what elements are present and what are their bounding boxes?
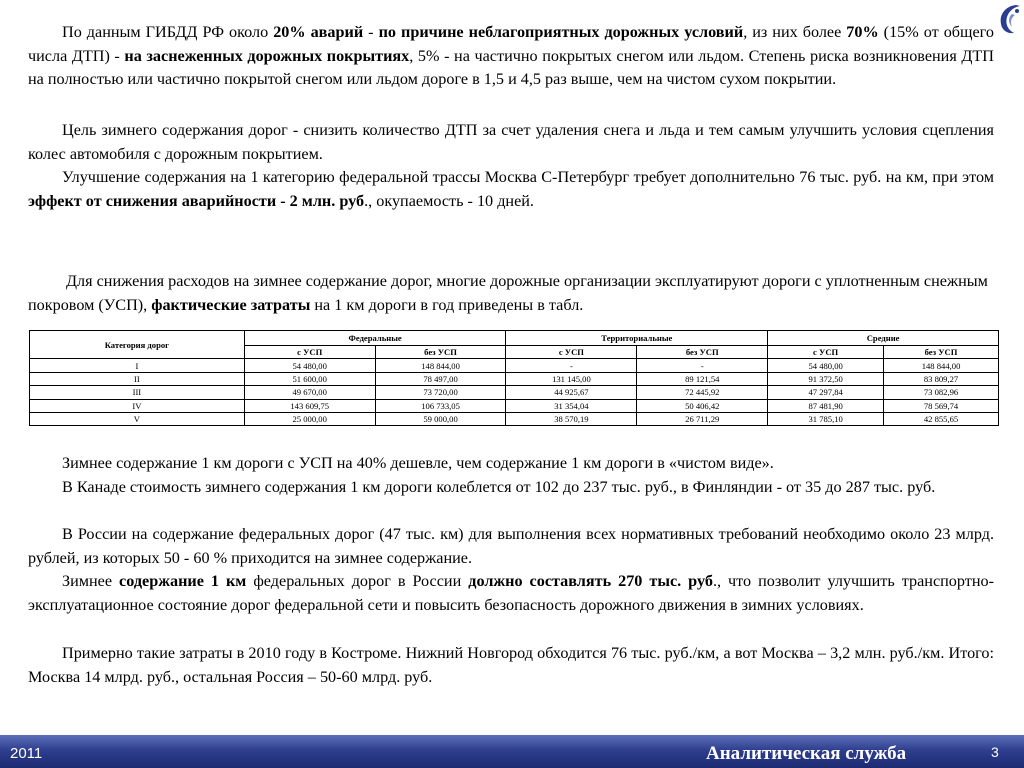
table-sub-header: с УСП bbox=[244, 346, 375, 359]
table-cell: 31 354,04 bbox=[506, 399, 637, 412]
table-row bbox=[30, 359, 999, 372]
table-row bbox=[30, 399, 999, 412]
table-cell: 83 809,27 bbox=[884, 372, 999, 385]
table-row bbox=[30, 372, 999, 385]
table-cell: 148 844,00 bbox=[375, 359, 506, 372]
bold-text-run: 70% bbox=[846, 23, 879, 41]
table-cell: 87 481,90 bbox=[768, 399, 884, 412]
text-run: Примерно такие затраты в 2010 году в Костроме. Нижний Новгород обходится 76 тыс. руб./км, а вот Москва – 3,2 млн. руб./км. Итого: Москва 14 млрд. руб., остальная Россия – 50-60 млрд. руб. bbox=[28, 644, 994, 686]
table-corner-header: Категория дорог bbox=[30, 331, 245, 359]
text-run: (15% от общего числа ДТП) - bbox=[28, 23, 995, 65]
table-row-category: II bbox=[30, 372, 245, 385]
paragraph-canada-finland bbox=[28, 476, 994, 500]
table-cell: 72 445,92 bbox=[637, 386, 768, 399]
paragraph-winter-goal bbox=[28, 119, 994, 166]
table-cell: 89 121,54 bbox=[637, 372, 768, 385]
table-group-header-federal: Федеральные bbox=[244, 331, 506, 346]
table-cell: 38 570,19 bbox=[506, 412, 637, 425]
text-run: на 1 км дороги в год приведены в табл. bbox=[310, 295, 584, 314]
table-cell: 91 372,50 bbox=[768, 372, 884, 385]
text-run: Зимнее содержание 1 км дороги с УСП на 40% дешевле, чем содержание 1 км дороги в «чистом виде». bbox=[62, 454, 774, 472]
table-row-category: V bbox=[30, 412, 245, 425]
table-cell: 59 000,00 bbox=[375, 412, 506, 425]
table-cell: 106 733,05 bbox=[375, 399, 506, 412]
paragraph-required-cost bbox=[28, 570, 994, 617]
table-cell: 51 600,00 bbox=[244, 372, 375, 385]
table-group-header-average: Средние bbox=[768, 331, 999, 346]
paragraph-russia-federal-cost bbox=[28, 523, 994, 570]
bold-text-run: фактические затраты bbox=[151, 295, 311, 314]
bold-text-run: на заснеженных дорожных покрытиях bbox=[124, 46, 410, 65]
table-cell: - bbox=[506, 359, 637, 372]
bold-text-run: эффект от снижения аварийности - 2 млн. руб bbox=[28, 191, 365, 210]
text-run: , 5% - на частично покрытых снегом или льдом. Степень риска возникновения ДТП на полностью или частично покрытой снегом или льдом дороге в 1,5 и 4,5 раз выше, чем на чистом сухом покрытии. bbox=[28, 46, 994, 88]
table-sub-header: без УСП bbox=[884, 346, 999, 359]
text-run: федеральных дорог в России bbox=[246, 572, 469, 590]
table-cell: 78 497,00 bbox=[375, 372, 506, 385]
table-row-category: IV bbox=[30, 399, 245, 412]
table-cell: 50 406,42 bbox=[637, 399, 768, 412]
page-number: 3 bbox=[991, 744, 999, 760]
bold-text-run: содержание 1 км bbox=[119, 572, 247, 590]
bold-text-run: по причине неблагоприятных дорожных условий bbox=[378, 23, 744, 41]
table-sub-header: с УСП bbox=[768, 346, 884, 359]
table-cell: 25 000,00 bbox=[244, 412, 375, 425]
table-row bbox=[30, 412, 999, 425]
text-run: ., что позволит улучшить транспортно-эксплуатационное состояние дорог федеральной сети и повысить безопасность дорожного движения в зимних условиях. bbox=[28, 572, 994, 614]
table-cell: 73 082,96 bbox=[884, 386, 999, 399]
swirl-logo-icon bbox=[994, 2, 1022, 36]
bold-text-run: 20% аварий bbox=[273, 23, 364, 41]
table-sub-header: без УСП bbox=[637, 346, 768, 359]
winter-cost-table bbox=[29, 330, 999, 426]
text-run: Улучшение содержания на 1 категорию федеральной трассы Москва С-Петербург требует дополнительно 76 тыс. руб. на км, при этом bbox=[62, 168, 994, 186]
paragraph-accident-stats bbox=[28, 21, 994, 92]
text-run: В России на содержание федеральных дорог (47 тыс. км) для выполнения всех нормативных требований необходимо около 23 млрд. рублей, из которых 50 - 60 % приходится на зимнее содержание. bbox=[28, 525, 994, 567]
table-cell: 143 609,75 bbox=[244, 399, 375, 412]
text-run: Для снижения расходов на зимнее содержание дорог, многие дорожные организации эксплуатируют дороги с уплотненным снежным покровом (УСП), bbox=[28, 272, 988, 314]
table-row-category: III bbox=[30, 386, 245, 399]
footer-title: Аналитическая служба bbox=[706, 743, 907, 764]
table-cell: 54 480,00 bbox=[768, 359, 884, 372]
table-cell: 78 569,74 bbox=[884, 399, 999, 412]
paragraph-city-costs bbox=[28, 642, 994, 689]
table-group-header-territorial: Территориальные bbox=[506, 331, 768, 346]
table-cell: 49 670,00 bbox=[244, 386, 375, 399]
table-cell: - bbox=[637, 359, 768, 372]
table-cell: 47 297,84 bbox=[768, 386, 884, 399]
table-cell: 26 711,29 bbox=[637, 412, 768, 425]
table-sub-header: с УСП bbox=[506, 346, 637, 359]
bold-text-run: должно составлять 270 тыс. руб bbox=[468, 572, 713, 590]
table-body bbox=[30, 359, 999, 426]
table-row bbox=[30, 386, 999, 399]
paragraph-usp-cheaper bbox=[28, 452, 994, 476]
text-run: ., окупаемость - 10 дней. bbox=[364, 191, 534, 210]
text-run: , из них более bbox=[743, 23, 847, 41]
paragraph-usp-intro bbox=[28, 270, 994, 317]
table-cell: 148 844,00 bbox=[884, 359, 999, 372]
text-run: - bbox=[363, 23, 379, 41]
footer-year: 2011 bbox=[10, 745, 43, 762]
text-run: По данным ГИБДД РФ около bbox=[62, 23, 274, 41]
text-run: Зимнее bbox=[62, 572, 120, 590]
paragraph-highway-improvement bbox=[28, 166, 994, 213]
table-cell: 73 720,00 bbox=[375, 386, 506, 399]
table-cell: 54 480,00 bbox=[244, 359, 375, 372]
table-sub-header: без УСП bbox=[375, 346, 506, 359]
table-cell: 131 145,00 bbox=[506, 372, 637, 385]
table-row-category: I bbox=[30, 359, 245, 372]
table-cell: 44 925,67 bbox=[506, 386, 637, 399]
text-run: В Канаде стоимость зимнего содержания 1 км дороги колеблется от 102 до 237 тыс. руб., в Финляндии - от 35 до 287 тыс. руб. bbox=[62, 478, 936, 496]
table-cell: 42 855,65 bbox=[884, 412, 999, 425]
table-cell: 31 785,10 bbox=[768, 412, 884, 425]
text-run: Цель зимнего содержания дорог - снизить количество ДТП за счет удаления снега и льда и тем самым улучшить условия сцепления колес автомобиля с дорожным покрытием. bbox=[28, 121, 994, 163]
